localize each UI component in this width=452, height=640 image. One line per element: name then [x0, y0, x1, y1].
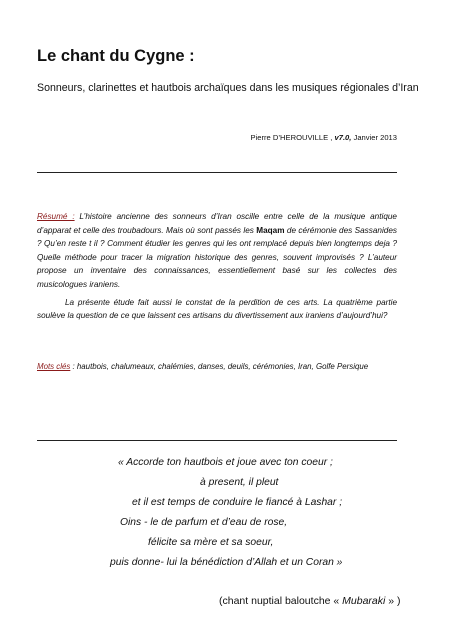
- abstract-maqam-term: Maqam: [256, 225, 285, 235]
- poem-line-5: félicite sa mère et sa soeur,: [148, 537, 274, 548]
- abstract-paragraph-1: [37, 210, 397, 292]
- abstract-text-part-1: L’histoire ancienne des sonneurs d’Iran oscille entre celle de la musique antique d’apparat et celle des troubadours. Mais où sont passés les: [37, 212, 397, 235]
- middle-divider: [37, 440, 397, 441]
- keywords-label: Mots clés: [37, 362, 71, 371]
- keywords-text: : hautbois, chalumeaux, chalémies, danses, deuils, cérémonies, Iran, Golfe Persique: [70, 362, 369, 371]
- abstract-label: Résumé :: [37, 212, 75, 221]
- document-title: Le chant du Cygne :: [37, 47, 195, 65]
- poem-line-4: Oins - le de parfum et d’eau de rose,: [120, 517, 288, 528]
- author-line: [251, 133, 398, 142]
- document-version: v7.0,: [334, 133, 352, 142]
- document-date: Janvier 2013: [353, 133, 397, 142]
- abstract-text-part-2: de cérémonie des Sassanides ? Qu’en reste t il ? Comment étudier les genres qui les ont remplacé depuis bien longtemps deja ? Quelle méthode pour tracer la migration historique des genres, souvent improvisés ? L’auteur propose un inventaire des connaissances, essentiellement basé sur les collectes des musicologues iraniens.: [37, 225, 397, 289]
- poem-credit: [219, 595, 401, 607]
- keywords-line: [37, 362, 368, 371]
- top-divider: [37, 172, 397, 173]
- poem-line-3: et il est temps de conduire le fiancé à Lashar ;: [132, 497, 343, 508]
- abstract: [37, 210, 397, 323]
- credit-suffix: » ): [385, 595, 401, 607]
- poem-line-1: « Accorde ton hautbois et joue avec ton coeur ;: [118, 457, 333, 468]
- author-name: Pierre D’HEROUVILLE ,: [250, 133, 333, 142]
- credit-prefix: (chant nuptial baloutche «: [219, 595, 343, 607]
- abstract-paragraph-2: La présente étude fait aussi le constat de la perdition de ces arts. La quatrième partie soulève la question de ce que laissent ces artisans du divertissement aux iraniens d’aujourd’hui?: [37, 297, 397, 321]
- document-subtitle: Sonneurs, clarinettes et hautbois archaïques dans les musiques régionales d’Iran: [37, 82, 419, 94]
- poem-line-2: à present, il pleut: [200, 477, 279, 488]
- poem-line-6: puis donne- lui la bénédiction d’Allah et un Coran »: [110, 557, 343, 568]
- credit-song-title: Mubaraki: [342, 595, 386, 607]
